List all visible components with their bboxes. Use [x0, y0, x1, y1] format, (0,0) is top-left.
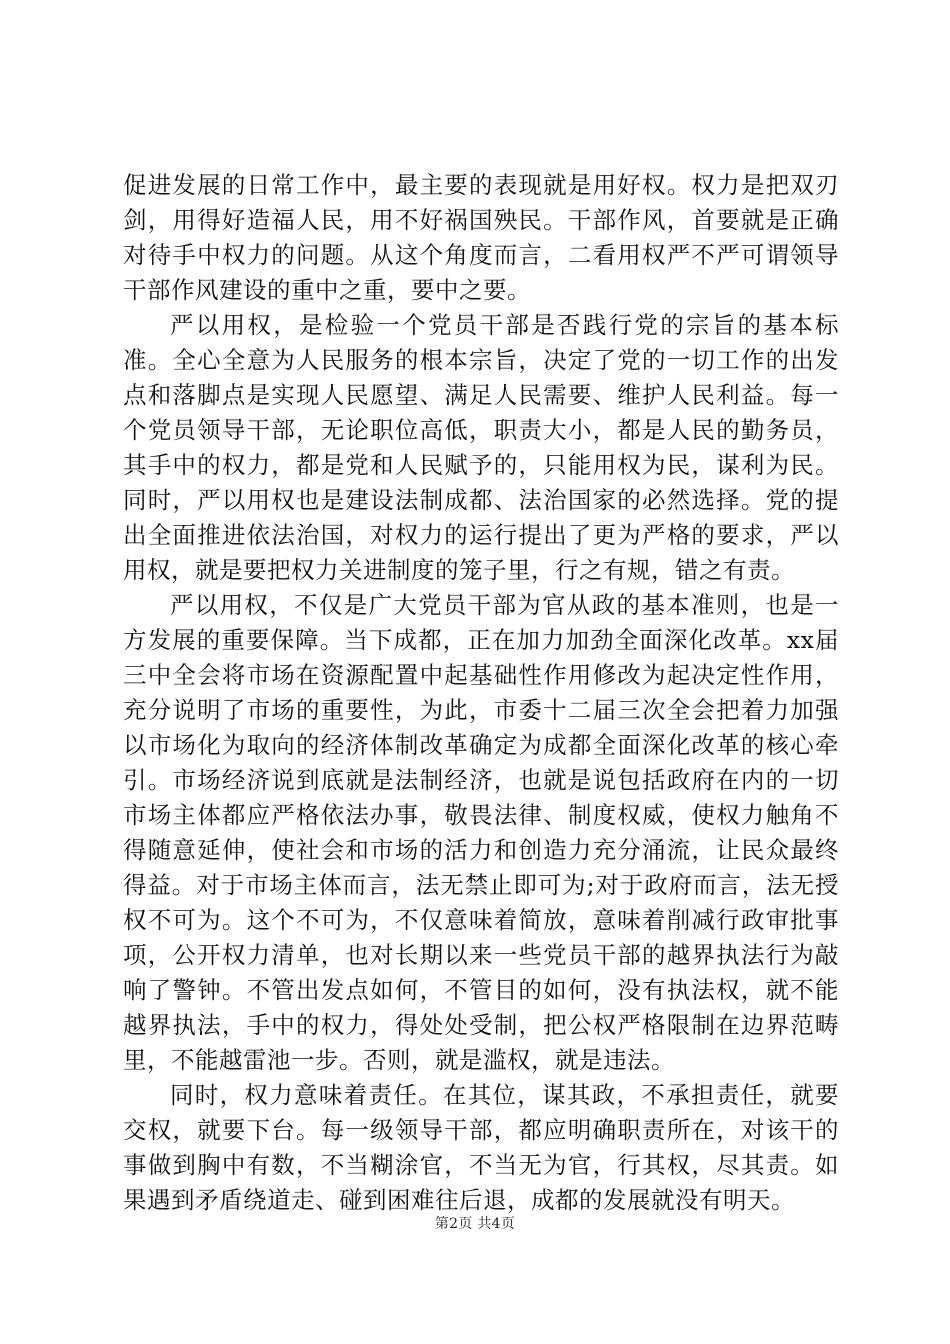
paragraph-3: 严以用权，不仅是广大党员干部为官从政的基本准则，也是一方发展的重要保障。当下成都，正在加力加劲全面深化改革。xx届三中全会将市场在资源配置中起基础性作用修改为起决定性作用，充分说明了市场的重要性，为此，市委十二届三次全会把着力加强以市场化为取向的经济体制改革确定为成都全面深化改革的核心牵引。市场经济说到底就是法制经济，也就是说包括政府在内的一切市场主体都应严格依法办事，敬畏法律、制度权威，使权力触角不得随意延伸，使社会和市场的活力和创造力充分涌流，让民众最终得益。对于市场主体而言，法无禁止即可为;对于政府而言，法无授权不可为。这个不可为，不仅意味着简放，意味着削减行政审批事项，公开权力清单，也对长期以来一些党员干部的越界执法行为敲响了警钟。不管出发点如何，不管目的如何，没有执法权，就不能越界执法，手中的权力，得处处受制，把公权严格限制在边界范畴里，不能越雷池一步。否则，就是滥权，就是违法。 — [123, 591, 839, 1074]
paragraph-2: 严以用权，是检验一个党员干部是否践行党的宗旨的基本标准。全心全意为人民服务的根本宗旨，决定了党的一切工作的出发点和落脚点是实现人民愿望、满足人民需要、维护人民利益。每一个党员领导干部，无论职位高低，职责大小，都是人民的勤务员，其手中的权力，都是党和人民赋予的，只能用权为民，谋利为民。同时，严以用权也是建设法制成都、法治国家的必然选择。党的提出全面推进依法治国，对权力的运行提出了更为严格的要求，严以用权，就是要把权力关进制度的笼子里，行之有规，错之有责。 — [123, 311, 839, 584]
paragraph-1: 促进发展的日常工作中，最主要的表现就是用好权。权力是把双刃剑，用得好造福人民，用不好祸国殃民。干部作风，首要就是正确对待手中权力的问题。从这个角度而言，二看用权严不严可谓领导干部作风建设的重中之重，要中之要。 — [123, 171, 839, 304]
paragraph-4: 同时，权力意味着责任。在其位，谋其政，不承担责任，就要交权，就要下台。每一级领导干部，都应明确职责所在，对该干的事做到胸中有数，不当糊涂官，不当无为官，行其权，尽其责。如果遇到矛盾绕道走、碰到困难往后退，成都的发展就没有明天。 — [123, 1081, 839, 1214]
body-text — [123, 168, 839, 1218]
page-footer: 第2页 共4页 — [434, 1216, 516, 1232]
